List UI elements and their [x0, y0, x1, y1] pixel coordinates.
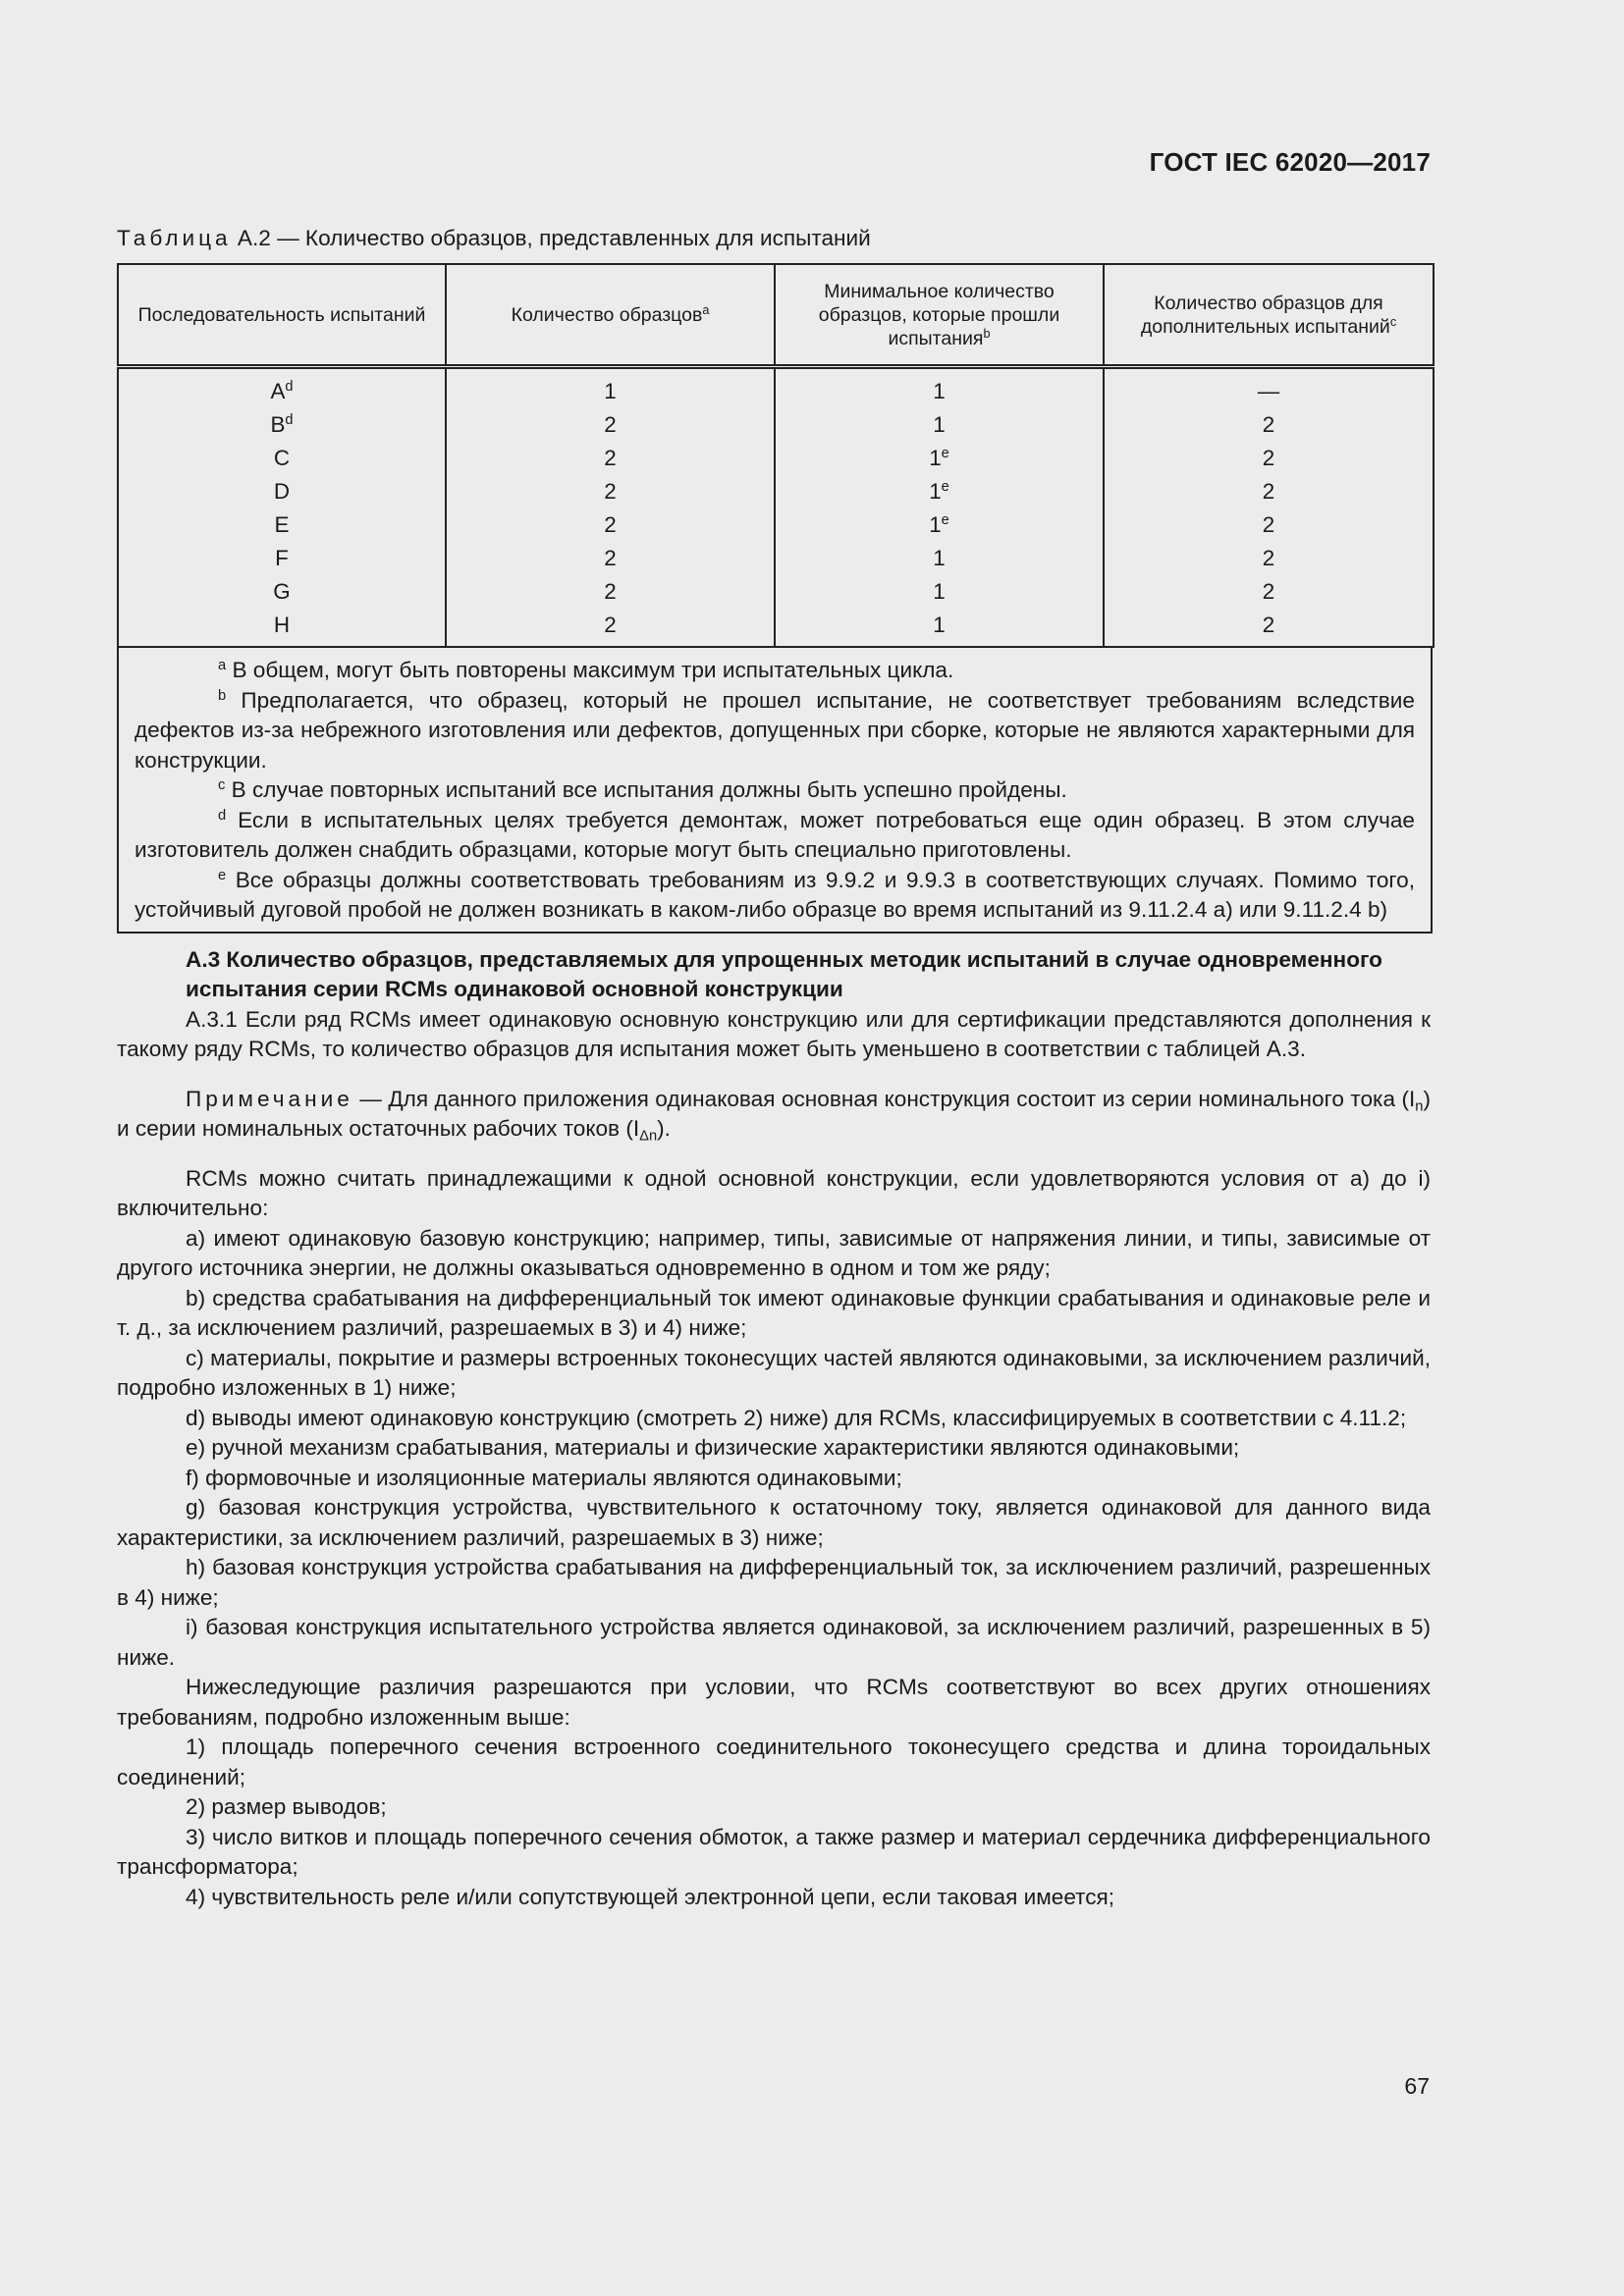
- table-caption: [117, 224, 1431, 253]
- table-row: [118, 408, 1434, 442]
- document-id: ГОСТ IEC 62020—2017: [1149, 147, 1431, 177]
- cell-count: 2: [446, 575, 775, 609]
- table-caption-text: А.2 — Количество образцов, представленных для испытаний: [237, 226, 871, 250]
- paragraph-differences-intro: Нижеследующие различия разрешаются при условии, что RCMs соответствуют во всех других отношениях требованиям, подробно изложенным выше:: [117, 1675, 1431, 1730]
- cell-sequence: E: [118, 508, 446, 542]
- note-label: Примечание: [186, 1086, 353, 1111]
- condition-item: b) средства срабатывания на дифференциальный ток имеют одинаковые функции срабатывания и одинаковые реле и т. д., за исключением различий, разрешаемых в 3) и 4) ниже;: [117, 1285, 1431, 1340]
- cell-count: 2: [446, 542, 775, 575]
- note-paragraph: Примечание — Для данного приложения одинаковая основная конструкция состоит из серии номинального тока $(I_n)$ и серии номинальных остаточных рабочих токов $(I_{\Delta n})$.: [117, 1086, 1431, 1145]
- table-header-row: [118, 264, 1434, 367]
- paragraph-conditions-intro: RCMs можно считать принадлежащими к одной основной конструкции, если удовлетворяются условия от а) до i) включительно:: [117, 1165, 1431, 1220]
- cell-extra: 2: [1104, 508, 1434, 542]
- condition-item: f) формовочные и изоляционные материалы являются одинаковыми;: [186, 1465, 902, 1490]
- difference-item: 4) чувствительность реле и/или сопутствующей электронной цепи, если таковая имеется;: [186, 1884, 1115, 1909]
- column-header-count: Количество образцов$^a$: [446, 264, 775, 367]
- table-row: [118, 542, 1434, 575]
- difference-item: 2) размер выводов;: [186, 1794, 387, 1819]
- difference-item: 1) площадь поперечного сечения встроенного соединительного токонесущего средства и длина тороидальных соединений;: [117, 1735, 1431, 1789]
- cell-min: 1: [775, 575, 1104, 609]
- cell-extra: 2: [1104, 408, 1434, 442]
- difference-item: 3) число витков и площадь поперечного сечения обмоток, а также размер и материал сердечника дифференциального трансформатора;: [117, 1824, 1431, 1879]
- cell-sequence: $A^d$: [118, 367, 446, 409]
- cell-extra: 2: [1104, 575, 1434, 609]
- condition-item: g) базовая конструкция устройства, чувствительного к остаточному току, является одинаковой для данного вида характеристики, за исключением различий, разрешаемых в 3) ниже;: [117, 1495, 1431, 1550]
- condition-item: i) базовая конструкция испытательного устройства является одинаковой, за исключением различий, разрешенных в 5) ниже.: [117, 1615, 1431, 1670]
- table-footnotes: [117, 648, 1433, 934]
- cell-min: 1e: [775, 442, 1104, 475]
- table-row: [118, 609, 1434, 647]
- table-row: [118, 508, 1434, 542]
- page-number: 67: [1404, 2073, 1430, 2099]
- footnote-e: $^e$ Все образцы должны соответствовать требованиям из 9.9.2 и 9.9.3 в соответствующих случаях. Помимо того, устойчивый дуговой пробой не должен возникать в каком-либо образце во время испытаний из 9.11.2.4 а) или 9.11.2.4 b): [135, 867, 1416, 922]
- cell-min: 1: [775, 609, 1104, 647]
- cell-extra: 2: [1104, 609, 1434, 647]
- page-content: [117, 224, 1431, 1912]
- paragraph-a31: А.3.1 Если ряд RCMs имеет одинаковую основную конструкцию или для сертификации представляются дополнения к такому ряду RCMs, то количество образцов для испытания может быть уменьшено в соответствии с таблицей А.3.: [117, 1006, 1431, 1061]
- cell-sequence: C: [118, 442, 446, 475]
- footnote-d: $^d$ Если в испытательных целях требуется демонтаж, может потребоваться еще один образец. В этом случае изготовитель должен снабдить образцами, которые могут быть специально приготовлены.: [135, 807, 1415, 862]
- table-caption-label: Таблица: [117, 226, 232, 250]
- cell-min: 1: [775, 408, 1104, 442]
- condition-item: c) материалы, покрытие и размеры встроенных токонесущих частей являются одинаковыми, за исключением различий, подробно изложенных в 1) ниже;: [117, 1345, 1431, 1400]
- condition-item: а) имеют одинаковую базовую конструкцию; например, типы, зависимые от напряжения линии, и типы, зависимые от другого источника энергии, не должны оказываться одновременно в одном и том же ряду;: [117, 1225, 1431, 1280]
- cell-sequence: $B^d$: [118, 408, 446, 442]
- cell-min: 1e: [775, 475, 1104, 508]
- cell-extra: 2: [1104, 542, 1434, 575]
- cell-min: 1: [775, 367, 1104, 409]
- cell-extra: 2: [1104, 475, 1434, 508]
- cell-count: 2: [446, 508, 775, 542]
- cell-min: 1e: [775, 508, 1104, 542]
- cell-extra: —: [1104, 367, 1434, 409]
- cell-sequence: G: [118, 575, 446, 609]
- table-row: [118, 367, 1434, 409]
- footnote-c: $^c$ В случае повторных испытаний все испытания должны быть успешно пройдены.: [218, 776, 1067, 802]
- footnote-b: $^b$ Предполагается, что образец, который не прошел испытание, не соответствует требованиям вследствие дефектов из-за небрежного изготовления или дефектов, допущенных при сборке, которые не являются характерными для конструкции.: [135, 687, 1415, 773]
- cell-sequence: F: [118, 542, 446, 575]
- section-heading: А.3 Количество образцов, представляемых для упрощенных методик испытаний в случае одновременного испытания серии RCMs одинаковой основной конструкции: [186, 946, 1382, 1001]
- cell-min: 1: [775, 542, 1104, 575]
- cell-sequence: D: [118, 475, 446, 508]
- cell-count: 1: [446, 367, 775, 409]
- condition-item: h) базовая конструкция устройства срабатывания на дифференциальный ток, за исключением различий, разрешенных в 4) ниже;: [117, 1555, 1431, 1610]
- table-row: [118, 442, 1434, 475]
- cell-count: 2: [446, 442, 775, 475]
- condition-item: d) выводы имеют одинаковую конструкцию (смотреть 2) ниже) для RCMs, классифицируемых в соответствии с 4.11.2;: [186, 1405, 1407, 1430]
- table-row: [118, 475, 1434, 508]
- cell-extra: 2: [1104, 442, 1434, 475]
- footnote-a: $^a$ В общем, могут быть повторены максимум три испытательных цикла.: [218, 657, 954, 682]
- cell-count: 2: [446, 475, 775, 508]
- cell-count: 2: [446, 609, 775, 647]
- condition-item: e) ручной механизм срабатывания, материалы и физические характеристики являются одинаковыми;: [186, 1435, 1240, 1460]
- column-header-min-passed: Минимальное количество образцов, которые прошли испытания$^b$: [775, 264, 1104, 367]
- cell-sequence: H: [118, 609, 446, 647]
- table-row: [118, 575, 1434, 609]
- samples-table: [117, 263, 1435, 648]
- column-header-sequence: Последовательность испытаний: [118, 264, 446, 367]
- cell-count: 2: [446, 408, 775, 442]
- column-header-extra: Количество образцов для дополнительных испытаний$^c$: [1104, 264, 1434, 367]
